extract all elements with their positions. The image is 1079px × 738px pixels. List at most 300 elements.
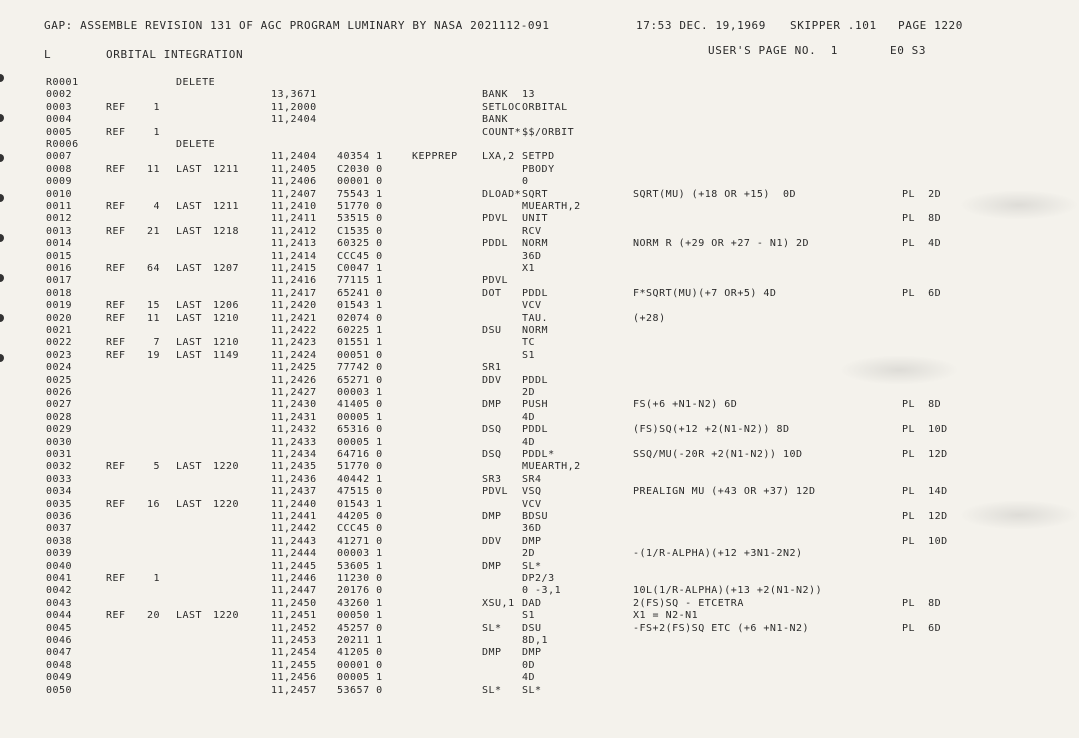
listing-line bbox=[0, 573, 1079, 585]
listing-user: SKIPPER .101 bbox=[790, 19, 877, 32]
seq-number: 0004 bbox=[46, 114, 73, 126]
opcode: PDVL bbox=[482, 275, 509, 287]
last-number: 1206 bbox=[213, 300, 240, 312]
opcode: BANK bbox=[482, 89, 509, 101]
octal-code: C2030 0 bbox=[337, 163, 383, 175]
operand: VSQ bbox=[522, 486, 542, 498]
address: 11,2411 bbox=[271, 213, 317, 225]
operand: 0 bbox=[522, 176, 529, 188]
opcode: PDVL bbox=[482, 486, 509, 498]
seq-number: 0037 bbox=[46, 523, 73, 535]
listing-line bbox=[0, 127, 1079, 139]
octal-code: 40354 1 bbox=[337, 151, 383, 163]
operand: $$/ORBIT bbox=[522, 126, 575, 138]
address: 11,2451 bbox=[271, 610, 317, 622]
seq-number: 0044 bbox=[46, 610, 73, 622]
operand: PDDL* bbox=[522, 449, 555, 460]
octal-code: 51770 0 bbox=[337, 461, 383, 473]
label: KEPPREP bbox=[412, 151, 458, 163]
last-number: 1220 bbox=[213, 461, 240, 473]
ref-tag: REF bbox=[106, 201, 126, 212]
seq-number: 0046 bbox=[46, 635, 73, 646]
pushdown-level: PL 8D bbox=[902, 597, 942, 609]
operand: 13 bbox=[522, 89, 536, 101]
pushdown-level: PL 12D bbox=[902, 511, 948, 522]
pushdown-level: PL 8D bbox=[902, 399, 942, 411]
octal-code: 00005 1 bbox=[337, 436, 383, 448]
address: 11,2414 bbox=[271, 250, 317, 262]
seq-number: 0047 bbox=[46, 647, 73, 659]
listing-line bbox=[0, 672, 1079, 684]
octal-code: 11230 0 bbox=[337, 573, 383, 584]
octal-code: 41205 0 bbox=[337, 647, 383, 659]
ref-number: 1 bbox=[153, 101, 160, 113]
address: 11,2432 bbox=[271, 424, 317, 436]
address: 11,2422 bbox=[271, 325, 317, 336]
comment: F*SQRT(MU)(+7 OR+5) 4D bbox=[633, 287, 777, 299]
ref-tag: REF bbox=[106, 461, 126, 473]
octal-code: 00005 1 bbox=[337, 672, 383, 684]
operand: SL* bbox=[522, 560, 542, 572]
octal-code: 64716 0 bbox=[337, 449, 383, 460]
octal-code: CCC45 0 bbox=[337, 523, 383, 535]
ref-number: 1 bbox=[153, 126, 160, 138]
operand: SR4 bbox=[522, 473, 542, 485]
listing-line bbox=[0, 89, 1079, 101]
ref-number: 21 bbox=[146, 225, 160, 237]
address: 11,2406 bbox=[271, 176, 317, 188]
seq-number: 0017 bbox=[46, 275, 73, 287]
octal-code: 00001 0 bbox=[337, 659, 383, 671]
address: 11,2431 bbox=[271, 411, 317, 423]
opcode: SL* bbox=[482, 622, 502, 634]
octal-code: 45257 0 bbox=[337, 622, 383, 634]
octal-code: 40442 1 bbox=[337, 473, 383, 485]
operand: TAU. bbox=[522, 312, 549, 324]
ref-tag: REF bbox=[106, 337, 126, 349]
address: 11,2412 bbox=[271, 225, 317, 237]
listing-datetime: 17:53 DEC. 19,1969 bbox=[636, 19, 767, 32]
seq-number: 0049 bbox=[46, 672, 73, 684]
listing-line bbox=[0, 275, 1079, 287]
address: 11,2440 bbox=[271, 498, 317, 510]
address: 11,2445 bbox=[271, 560, 317, 572]
seq-number: 0011 bbox=[46, 201, 73, 212]
operand: 4D bbox=[522, 411, 536, 423]
seq-number: 0015 bbox=[46, 250, 73, 262]
listing-line bbox=[0, 548, 1079, 560]
address: 11,2452 bbox=[271, 622, 317, 634]
listing-line bbox=[0, 511, 1079, 523]
octal-code: 00003 1 bbox=[337, 387, 383, 398]
address: 11,2404 bbox=[271, 151, 317, 163]
listing-line bbox=[0, 201, 1079, 213]
address: 11,2417 bbox=[271, 287, 317, 299]
seq-number: 0007 bbox=[46, 151, 73, 163]
comment: 10L(1/R-ALPHA)(+13 +2(N1-N2)) bbox=[633, 585, 823, 597]
last-tag: LAST bbox=[176, 498, 203, 510]
address: 11,2423 bbox=[271, 337, 317, 349]
listing-line bbox=[0, 536, 1079, 548]
seq-number: 0028 bbox=[46, 411, 73, 423]
address: 11,2415 bbox=[271, 263, 317, 274]
octal-code: 60225 1 bbox=[337, 325, 383, 336]
last-tag: LAST bbox=[176, 461, 203, 473]
operand: RCV bbox=[522, 225, 542, 237]
seq-number: 0012 bbox=[46, 213, 73, 225]
ref-tag: REF bbox=[106, 225, 126, 237]
listing-line bbox=[0, 164, 1079, 176]
seq-number: 0014 bbox=[46, 238, 73, 250]
scan-noise bbox=[839, 355, 959, 385]
listing-line bbox=[0, 288, 1079, 300]
comment: X1 = N2-N1 bbox=[633, 610, 699, 622]
pushdown-level: PL 2D bbox=[902, 188, 942, 200]
scan-noise bbox=[959, 500, 1079, 530]
seq-number: 0038 bbox=[46, 535, 73, 547]
seq-number: 0005 bbox=[46, 126, 73, 138]
operand: DP2/3 bbox=[522, 573, 555, 584]
seq-number: 0034 bbox=[46, 486, 73, 498]
seq-number: 0048 bbox=[46, 659, 73, 671]
comment: NORM R (+29 OR +27 - N1) 2D bbox=[633, 238, 810, 250]
operand: DSU bbox=[522, 622, 542, 634]
listing-line bbox=[0, 635, 1079, 647]
scan-noise bbox=[959, 190, 1079, 220]
operand: BDSU bbox=[522, 511, 549, 522]
seq-number: 0040 bbox=[46, 560, 73, 572]
operand: 2D bbox=[522, 387, 536, 398]
opcode: DDV bbox=[482, 374, 502, 386]
last-number: 1218 bbox=[213, 225, 240, 237]
address: 11,2444 bbox=[271, 548, 317, 560]
listing-line bbox=[0, 623, 1079, 635]
operand: S1 bbox=[522, 610, 536, 622]
ref-number: 5 bbox=[153, 461, 160, 473]
pushdown-level: PL 6D bbox=[902, 287, 942, 299]
seq-number: 0022 bbox=[46, 337, 73, 349]
last-number: 1211 bbox=[213, 163, 240, 175]
octal-code: 43260 1 bbox=[337, 597, 383, 609]
last-number: 1207 bbox=[213, 263, 240, 274]
operand: 36D bbox=[522, 250, 542, 262]
listing-line bbox=[0, 300, 1079, 312]
seq-number: 0019 bbox=[46, 300, 73, 312]
user-page-number: USER'S PAGE NO. 1 bbox=[708, 44, 839, 57]
seq-number: 0029 bbox=[46, 424, 73, 436]
octal-code: 75543 1 bbox=[337, 188, 383, 200]
seq-number: 0026 bbox=[46, 387, 73, 398]
section-title: ORBITAL INTEGRATION bbox=[106, 48, 244, 61]
listing-line bbox=[0, 139, 1079, 151]
address: 11,2456 bbox=[271, 672, 317, 684]
listing-line bbox=[0, 226, 1079, 238]
listing-line bbox=[0, 337, 1079, 349]
opcode: BANK bbox=[482, 114, 509, 126]
seq-number: 0023 bbox=[46, 349, 73, 361]
octal-code: 53605 1 bbox=[337, 560, 383, 572]
comment: FS(+6 +N1-N2) 6D bbox=[633, 399, 738, 411]
seq-number: 0008 bbox=[46, 163, 73, 175]
comment: (FS)SQ(+12 +2(N1-N2)) 8D bbox=[633, 424, 790, 436]
operand: NORM bbox=[522, 325, 549, 336]
last-tag: LAST bbox=[176, 201, 203, 212]
octal-code: 51770 0 bbox=[337, 201, 383, 212]
operand: 0 -3,1 bbox=[522, 585, 562, 597]
listing-line bbox=[0, 461, 1079, 473]
address: 11,2405 bbox=[271, 163, 317, 175]
opcode: DMP bbox=[482, 560, 502, 572]
operand: SQRT bbox=[522, 188, 549, 200]
octal-code: 01551 1 bbox=[337, 337, 383, 349]
pushdown-level: PL 6D bbox=[902, 622, 942, 634]
listing-line bbox=[0, 114, 1079, 126]
address: 11,2441 bbox=[271, 511, 317, 522]
operand: DMP bbox=[522, 535, 542, 547]
address: 11,2446 bbox=[271, 573, 317, 584]
opcode: SL* bbox=[482, 684, 502, 696]
seq-number: 0036 bbox=[46, 511, 73, 522]
operand: NORM bbox=[522, 238, 549, 250]
last-number: 1149 bbox=[213, 349, 240, 361]
comment: SQRT(MU) (+18 OR +15) 0D bbox=[633, 188, 797, 200]
octal-code: 60325 0 bbox=[337, 238, 383, 250]
operand: SETPD bbox=[522, 151, 555, 163]
address: 11,2450 bbox=[271, 597, 317, 609]
address: 11,2434 bbox=[271, 449, 317, 460]
listing-line bbox=[0, 449, 1079, 461]
operand: PDDL bbox=[522, 424, 549, 436]
listing-line bbox=[0, 238, 1079, 250]
address: 11,2442 bbox=[271, 523, 317, 535]
octal-code: 77742 0 bbox=[337, 362, 383, 374]
ref-number: 16 bbox=[146, 498, 160, 510]
seq-number: 0030 bbox=[46, 436, 73, 448]
address: 11,2404 bbox=[271, 114, 317, 126]
seq-number: 0013 bbox=[46, 225, 73, 237]
listing-line bbox=[0, 523, 1079, 535]
pushdown-level: PL 10D bbox=[902, 424, 948, 436]
seq-number: 0027 bbox=[46, 399, 73, 411]
opcode: DMP bbox=[482, 511, 502, 522]
pushdown-level: PL 12D bbox=[902, 449, 948, 460]
listing-line bbox=[0, 151, 1079, 163]
operand: 8D,1 bbox=[522, 635, 549, 646]
listing-line bbox=[0, 412, 1079, 424]
listing-line bbox=[0, 610, 1079, 622]
octal-code: 00005 1 bbox=[337, 411, 383, 423]
delete-marker: DELETE bbox=[176, 77, 216, 88]
address: 11,2426 bbox=[271, 374, 317, 386]
address: 11,2430 bbox=[271, 399, 317, 411]
operand: MUEARTH,2 bbox=[522, 461, 581, 473]
address: 11,2407 bbox=[271, 188, 317, 200]
address: 11,2433 bbox=[271, 436, 317, 448]
ref-number: 64 bbox=[146, 263, 160, 274]
address: 11,2410 bbox=[271, 201, 317, 212]
operand: S1 bbox=[522, 349, 536, 361]
octal-code: 00003 1 bbox=[337, 548, 383, 560]
operand: VCV bbox=[522, 498, 542, 510]
operand: 0D bbox=[522, 659, 536, 671]
ref-number: 15 bbox=[146, 300, 160, 312]
octal-code: 53657 0 bbox=[337, 684, 383, 696]
listing-line bbox=[0, 313, 1079, 325]
opcode: DLOAD* bbox=[482, 188, 522, 200]
ref-tag: REF bbox=[106, 163, 126, 175]
listing-line bbox=[0, 647, 1079, 659]
octal-code: 65271 0 bbox=[337, 374, 383, 386]
ref-tag: REF bbox=[106, 300, 126, 312]
last-tag: LAST bbox=[176, 312, 203, 324]
seq-number: 0010 bbox=[46, 188, 73, 200]
operand: PUSH bbox=[522, 399, 549, 411]
last-tag: LAST bbox=[176, 300, 203, 312]
listing-line bbox=[0, 251, 1079, 263]
comment: 2(FS)SQ - ETCETRA bbox=[633, 597, 744, 609]
operand: SL* bbox=[522, 684, 542, 696]
opcode: DMP bbox=[482, 647, 502, 659]
ref-tag: REF bbox=[106, 610, 126, 622]
opcode: SR3 bbox=[482, 473, 502, 485]
octal-code: 65241 0 bbox=[337, 287, 383, 299]
ref-tag: REF bbox=[106, 312, 126, 324]
operand: 2D bbox=[522, 548, 536, 560]
listing-line bbox=[0, 77, 1079, 89]
operand: 36D bbox=[522, 523, 542, 535]
comment: -FS+2(FS)SQ ETC (+6 +N1-N2) bbox=[633, 622, 810, 634]
octal-code: 00051 0 bbox=[337, 349, 383, 361]
last-tag: LAST bbox=[176, 349, 203, 361]
listing-title: GAP: ASSEMBLE REVISION 131 OF AGC PROGRAM LUMINARY BY NASA 2021112-091 bbox=[44, 19, 550, 32]
address: 11,2437 bbox=[271, 486, 317, 498]
operand: UNIT bbox=[522, 213, 549, 225]
opcode: DMP bbox=[482, 399, 502, 411]
seq-number: 0018 bbox=[46, 287, 73, 299]
pushdown-level: PL 4D bbox=[902, 238, 942, 250]
opcode: DOT bbox=[482, 287, 502, 299]
address: 11,2443 bbox=[271, 535, 317, 547]
octal-code: 44205 0 bbox=[337, 511, 383, 522]
listing-line bbox=[0, 474, 1079, 486]
opcode: DSU bbox=[482, 325, 502, 336]
opcode: PDDL bbox=[482, 238, 509, 250]
ref-number: 1 bbox=[153, 573, 160, 584]
address: 13,3671 bbox=[271, 89, 317, 101]
listing-line bbox=[0, 325, 1079, 337]
address: 11,2421 bbox=[271, 312, 317, 324]
operand: TC bbox=[522, 337, 536, 349]
octal-code: 53515 0 bbox=[337, 213, 383, 225]
seq-number: 0033 bbox=[46, 473, 73, 485]
pushdown-level: PL 14D bbox=[902, 486, 948, 498]
seq-number: 0002 bbox=[46, 89, 73, 101]
octal-code: C1535 0 bbox=[337, 225, 383, 237]
address: 11,2424 bbox=[271, 349, 317, 361]
last-tag: LAST bbox=[176, 225, 203, 237]
octal-code: 02074 0 bbox=[337, 312, 383, 324]
listing-line bbox=[0, 263, 1079, 275]
address: 11,2000 bbox=[271, 101, 317, 113]
last-number: 1211 bbox=[213, 201, 240, 212]
octal-code: 65316 0 bbox=[337, 424, 383, 436]
ref-tag: REF bbox=[106, 263, 126, 274]
opcode: DDV bbox=[482, 535, 502, 547]
octal-code: 01543 1 bbox=[337, 498, 383, 510]
listing-line bbox=[0, 660, 1079, 672]
comment: PREALIGN MU (+43 OR +37) 12D bbox=[633, 486, 816, 498]
seq-number: 0025 bbox=[46, 374, 73, 386]
listing-line bbox=[0, 399, 1079, 411]
ref-number: 19 bbox=[146, 349, 160, 361]
octal-code: 00001 0 bbox=[337, 176, 383, 188]
opcode: SR1 bbox=[482, 362, 502, 374]
operand: MUEARTH,2 bbox=[522, 201, 581, 212]
octal-code: 47515 0 bbox=[337, 486, 383, 498]
ref-number: 11 bbox=[146, 163, 160, 175]
e0-s3-label: E0 S3 bbox=[890, 44, 927, 57]
seq-number: 0042 bbox=[46, 585, 73, 597]
seq-number: 0031 bbox=[46, 449, 73, 460]
operand: VCV bbox=[522, 300, 542, 312]
last-number: 1210 bbox=[213, 312, 240, 324]
address: 11,2435 bbox=[271, 461, 317, 473]
listing-line bbox=[0, 189, 1079, 201]
address: 11,2453 bbox=[271, 635, 317, 646]
address: 11,2420 bbox=[271, 300, 317, 312]
seq-number: 0016 bbox=[46, 263, 73, 274]
operand: DMP bbox=[522, 647, 542, 659]
comment: SSQ/MU(-20R +2(N1-N2)) 10D bbox=[633, 449, 803, 460]
operand: 4D bbox=[522, 672, 536, 684]
seq-number: 0024 bbox=[46, 362, 73, 374]
address: 11,2416 bbox=[271, 275, 317, 287]
octal-code: 20211 1 bbox=[337, 635, 383, 646]
octal-code: CCC45 0 bbox=[337, 250, 383, 262]
listing-line bbox=[0, 424, 1079, 436]
seq-number: R0001 bbox=[46, 77, 79, 88]
operand: PDDL bbox=[522, 374, 549, 386]
octal-code: 20176 0 bbox=[337, 585, 383, 597]
last-tag: LAST bbox=[176, 263, 203, 274]
ref-tag: REF bbox=[106, 349, 126, 361]
last-number: 1210 bbox=[213, 337, 240, 349]
seq-number: 0009 bbox=[46, 176, 73, 188]
last-number: 1220 bbox=[213, 610, 240, 622]
opcode: XSU,1 bbox=[482, 597, 515, 609]
listing-line bbox=[0, 213, 1079, 225]
operand: PDDL bbox=[522, 287, 549, 299]
address: 11,2413 bbox=[271, 238, 317, 250]
opcode: PDVL bbox=[482, 213, 509, 225]
listing-page-number: PAGE 1220 bbox=[898, 19, 964, 32]
address: 11,2447 bbox=[271, 585, 317, 597]
octal-code: 00050 1 bbox=[337, 610, 383, 622]
opcode: DSQ bbox=[482, 449, 502, 460]
address: 11,2454 bbox=[271, 647, 317, 659]
operand: 4D bbox=[522, 436, 536, 448]
seq-number: 0003 bbox=[46, 101, 73, 113]
pushdown-level: PL 8D bbox=[902, 213, 942, 225]
last-tag: LAST bbox=[176, 610, 203, 622]
last-tag: LAST bbox=[176, 163, 203, 175]
ref-tag: REF bbox=[106, 498, 126, 510]
listing-line bbox=[0, 387, 1079, 399]
listing-line bbox=[0, 685, 1079, 697]
operand: PBODY bbox=[522, 163, 555, 175]
seq-number: 0020 bbox=[46, 312, 73, 324]
listing-line bbox=[0, 598, 1079, 610]
